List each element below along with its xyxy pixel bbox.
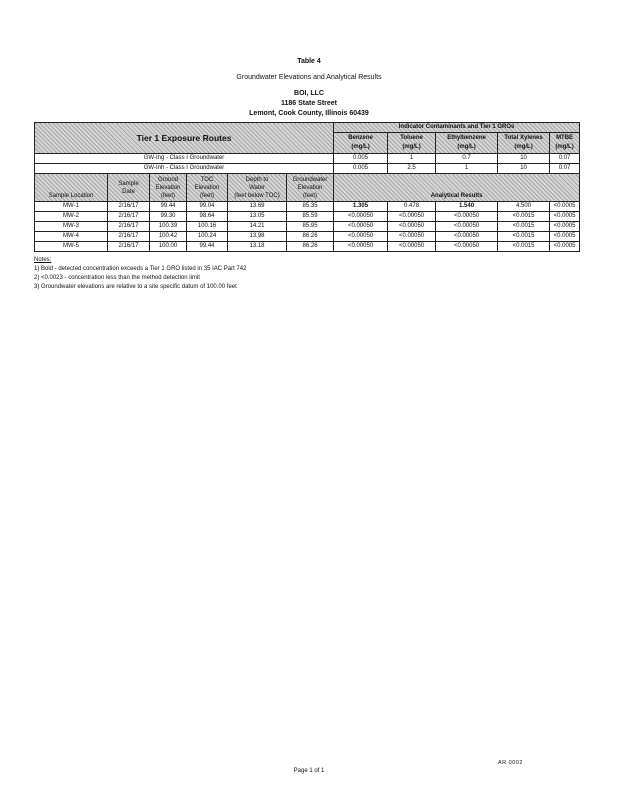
cell-date: 2/16/17	[108, 222, 150, 232]
col-depth-to-water: Depth to Water (feet below TOC)	[228, 174, 287, 202]
note-line: 3) Groundwater elevations are relative to a site specific datum of 100.00 feet	[34, 284, 237, 290]
note-line: 1) Bold - detected concentration exceeds a Tier 1 GRO listed in 35 IAC Part 742	[34, 266, 247, 272]
col-sample-date: Sample Date	[108, 174, 150, 202]
gro-value: 0.07	[550, 154, 580, 164]
contaminant-benzene: Benzene (mg/L)	[334, 133, 388, 154]
cell-xylenes: <0.0015	[498, 242, 550, 252]
cell-depth: 13.98	[228, 232, 287, 242]
gro-value: 0.005	[334, 164, 388, 174]
cell-toc: 100.24	[187, 232, 228, 242]
cell-mtbe: <0.0005	[550, 242, 580, 252]
cell-benzene: <0.00050	[334, 232, 388, 242]
cell-gw: 86.26	[287, 242, 334, 252]
cell-gw: 85.35	[287, 202, 334, 212]
gro-value: 0.005	[334, 154, 388, 164]
cell-toc: 99.44	[187, 242, 228, 252]
cell-toc: 100.16	[187, 222, 228, 232]
col-toc-elevation: TOC Elevation (feet)	[187, 174, 228, 202]
street-address: 1186 State Street	[280, 100, 338, 107]
table-row	[35, 212, 580, 222]
gro-label: GW-Inh - Class I Groundwater	[35, 164, 334, 174]
cell-gw: 85.59	[287, 212, 334, 222]
cell-ethylbenzene: <0.00050	[436, 232, 498, 242]
cell-ground: 100.00	[150, 242, 187, 252]
cell-ethylbenzene: <0.00050	[436, 242, 498, 252]
notes-section	[34, 256, 246, 292]
document-header	[0, 56, 618, 119]
table-number: Table 4	[297, 58, 321, 65]
cell-xylenes: 4.500	[498, 202, 550, 212]
cell-toluene: <0.00050	[388, 242, 436, 252]
cell-ethylbenzene: 1.540	[436, 202, 498, 212]
gro-value: 0.07	[550, 164, 580, 174]
table-row	[35, 222, 580, 232]
contaminant-toluene: Toluene (mg/L)	[388, 133, 436, 154]
table-row	[35, 232, 580, 242]
cell-depth: 13.69	[228, 202, 287, 212]
cell-date: 2/16/17	[108, 212, 150, 222]
tier-exposure-header: Tier 1 Exposure Routes	[35, 123, 334, 154]
cell-mtbe: <0.0005	[550, 222, 580, 232]
table-row	[35, 202, 580, 212]
cell-benzene: <0.00050	[334, 242, 388, 252]
cell-location: MW-1	[35, 202, 108, 212]
contaminant-mtbe: MTBE (mg/L)	[550, 133, 580, 154]
analytical-results-table	[34, 122, 580, 252]
cell-mtbe: <0.0005	[550, 212, 580, 222]
gro-label: GW-Ing - Class I Groundwater	[35, 154, 334, 164]
header-row-indicator	[35, 123, 580, 133]
cell-date: 2/16/17	[108, 242, 150, 252]
col-sample-location: Sample Location	[35, 174, 108, 202]
cell-location: MW-5	[35, 242, 108, 252]
col-analytical-results: Analytical Results	[334, 174, 580, 202]
cell-location: MW-3	[35, 222, 108, 232]
cell-toluene: <0.00050	[388, 212, 436, 222]
cell-benzene: <0.00050	[334, 212, 388, 222]
city-address: Lemont, Cook County, Illinois 60439	[249, 110, 369, 117]
cell-ground: 100.42	[150, 232, 187, 242]
cell-ground: 100.39	[150, 222, 187, 232]
cell-toluene: <0.00050	[388, 232, 436, 242]
gro-value: 0.7	[436, 154, 498, 164]
cell-benzene: <0.00050	[334, 222, 388, 232]
cell-mtbe: <0.0005	[550, 202, 580, 212]
gro-value: 2.5	[388, 164, 436, 174]
cell-toluene: 0.478	[388, 202, 436, 212]
cell-xylenes: <0.0015	[498, 232, 550, 242]
cell-depth: 13.18	[228, 242, 287, 252]
cell-ground: 99.30	[150, 212, 187, 222]
company-name: BOI, LLC	[294, 90, 324, 97]
cell-date: 2/16/17	[108, 202, 150, 212]
gro-row	[35, 164, 580, 174]
ar-stamp: AR 0002	[498, 760, 523, 766]
gro-value: 1	[436, 164, 498, 174]
cell-benzene: 1.305	[334, 202, 388, 212]
note-line: 2) <0.0023 - concentration less than the method detection limit	[34, 275, 200, 281]
table-row	[35, 242, 580, 252]
cell-xylenes: <0.0015	[498, 212, 550, 222]
contaminant-xylenes: Total Xylenes (mg/L)	[498, 133, 550, 154]
cell-depth: 14.21	[228, 222, 287, 232]
cell-ethylbenzene: <0.00050	[436, 212, 498, 222]
contaminant-ethylbenzene: Ethylbenzene (mg/L)	[436, 133, 498, 154]
cell-location: MW-4	[35, 232, 108, 242]
indicator-header: Indicator Contaminants and Tier 1 GROs	[334, 123, 580, 133]
cell-toc: 99.04	[187, 202, 228, 212]
cell-date: 2/16/17	[108, 232, 150, 242]
cell-gw: 86.26	[287, 232, 334, 242]
notes-heading: Notes:	[34, 257, 52, 263]
cell-xylenes: <0.0015	[498, 222, 550, 232]
cell-toc: 98.64	[187, 212, 228, 222]
gro-row	[35, 154, 580, 164]
cell-ethylbenzene: <0.00050	[436, 222, 498, 232]
gro-value: 10	[498, 154, 550, 164]
col-ground-elevation: Ground Elevation (feet)	[150, 174, 187, 202]
column-header-row	[35, 174, 580, 202]
table-title: Groundwater Elevations and Analytical Results	[236, 74, 382, 81]
cell-toluene: <0.00050	[388, 222, 436, 232]
col-groundwater-elevation: Groundwater Elevation (feet)	[287, 174, 334, 202]
cell-gw: 85.95	[287, 222, 334, 232]
cell-location: MW-2	[35, 212, 108, 222]
page-number: Page 1 of 1	[293, 768, 325, 774]
gro-value: 10	[498, 164, 550, 174]
cell-ground: 99.44	[150, 202, 187, 212]
gro-value: 1	[388, 154, 436, 164]
cell-depth: 13.05	[228, 212, 287, 222]
cell-mtbe: <0.0005	[550, 232, 580, 242]
